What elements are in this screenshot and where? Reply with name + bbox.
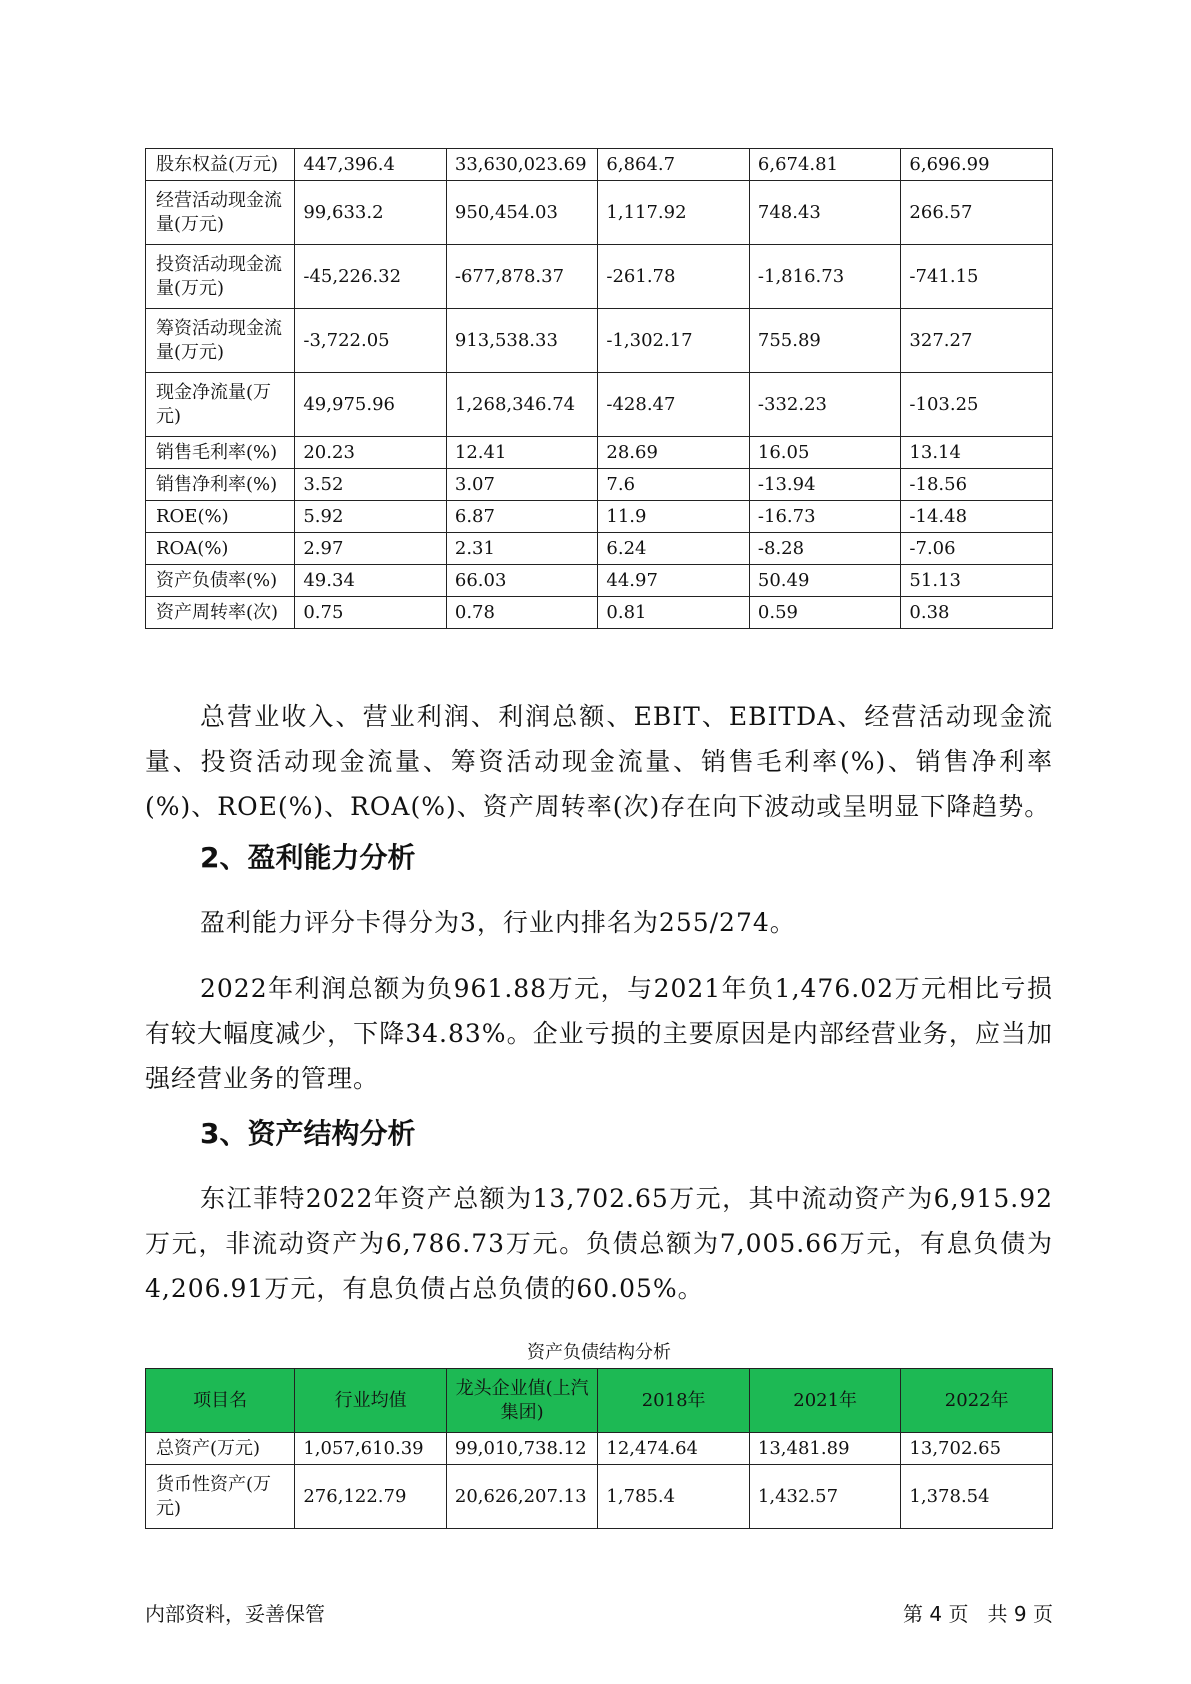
table-header-row bbox=[146, 1369, 1053, 1433]
table-cell: 266.57 bbox=[901, 181, 1053, 245]
table-cell: 0.59 bbox=[749, 597, 901, 629]
table-row bbox=[146, 501, 1053, 533]
table-row bbox=[146, 1465, 1053, 1529]
table-cell: 12,474.64 bbox=[598, 1433, 750, 1465]
profit-analysis-paragraph: 2022年利润总额为负961.88万元，与2021年负1,476.02万元相比亏损有较大幅度减少，下降34.83%。企业亏损的主要原因是内部经营业务，应当加强经营业务的管理。 bbox=[145, 974, 1053, 1093]
table-cell: 44.97 bbox=[598, 565, 750, 597]
table-cell: 16.05 bbox=[749, 437, 901, 469]
column-header: 项目名 bbox=[146, 1369, 295, 1433]
table-row bbox=[146, 533, 1053, 565]
table-row bbox=[146, 309, 1053, 373]
row-label: 投资活动现金流量(万元) bbox=[146, 245, 295, 309]
financial-indicators-table-body bbox=[146, 149, 1053, 629]
table-cell: -13.94 bbox=[749, 469, 901, 501]
row-label: 股东权益(万元) bbox=[146, 149, 295, 181]
row-label: 总资产(万元) bbox=[146, 1433, 295, 1465]
table-cell: 276,122.79 bbox=[295, 1465, 447, 1529]
table-cell: -8.28 bbox=[749, 533, 901, 565]
financial-indicators-table bbox=[145, 148, 1053, 629]
table-cell: 50.49 bbox=[749, 565, 901, 597]
table-cell: 0.75 bbox=[295, 597, 447, 629]
table-cell: 2.97 bbox=[295, 533, 447, 565]
asset-structure-paragraph: 东江菲特2022年资产总额为13,702.65万元，其中流动资产为6,915.92万元，非流动资产为6,786.73万元。负债总额为7,005.66万元，有息负债为4,206.91万元，有息负债占总负债的60.05%。 bbox=[145, 1184, 1053, 1303]
table-cell: 1,432.57 bbox=[749, 1465, 901, 1529]
table-cell: 6.24 bbox=[598, 533, 750, 565]
table-row bbox=[146, 597, 1053, 629]
table-row bbox=[146, 373, 1053, 437]
row-label: ROA(%) bbox=[146, 533, 295, 565]
table-cell: 12.41 bbox=[446, 437, 598, 469]
table-cell: 66.03 bbox=[446, 565, 598, 597]
table-cell: 49,975.96 bbox=[295, 373, 447, 437]
section-heading-asset-structure: 3、资产结构分析 bbox=[200, 1117, 416, 1150]
column-header: 2021年 bbox=[749, 1369, 901, 1433]
column-header: 2022年 bbox=[901, 1369, 1053, 1433]
table-cell: 0.38 bbox=[901, 597, 1053, 629]
table-cell: 49.34 bbox=[295, 565, 447, 597]
table-cell: -332.23 bbox=[749, 373, 901, 437]
table-cell: 1,785.4 bbox=[598, 1465, 750, 1529]
trend-summary-paragraph: 总营业收入、营业利润、利润总额、EBIT、EBITDA、经营活动现金流量、投资活动现金流量、筹资活动现金流量、销售毛利率(%)、销售净利率(%)、ROE(%)、ROA(%)、资产周转率(次)存在向下波动或呈明显下降趋势。 bbox=[145, 702, 1053, 821]
table-cell: 99,633.2 bbox=[295, 181, 447, 245]
table-cell: 0.78 bbox=[446, 597, 598, 629]
table-cell: 7.6 bbox=[598, 469, 750, 501]
row-label: 资产负债率(%) bbox=[146, 565, 295, 597]
table-cell: 33,630,023.69 bbox=[446, 149, 598, 181]
table-cell: -677,878.37 bbox=[446, 245, 598, 309]
table-cell: 1,057,610.39 bbox=[295, 1433, 447, 1465]
table-cell: 28.69 bbox=[598, 437, 750, 469]
table-cell: 13.14 bbox=[901, 437, 1053, 469]
column-header: 龙头企业值(上汽集团) bbox=[446, 1369, 598, 1433]
table-row bbox=[146, 181, 1053, 245]
table-cell: 1,378.54 bbox=[901, 1465, 1053, 1529]
row-label: 资产周转率(次) bbox=[146, 597, 295, 629]
table-row bbox=[146, 1433, 1053, 1465]
row-label: 货币性资产(万元) bbox=[146, 1465, 295, 1529]
table-cell: -428.47 bbox=[598, 373, 750, 437]
table-cell: -14.48 bbox=[901, 501, 1053, 533]
table-cell: 327.27 bbox=[901, 309, 1053, 373]
table-cell: 447,396.4 bbox=[295, 149, 447, 181]
column-header: 行业均值 bbox=[295, 1369, 447, 1433]
table-cell: -7.06 bbox=[901, 533, 1053, 565]
table-cell: -1,302.17 bbox=[598, 309, 750, 373]
table-row bbox=[146, 469, 1053, 501]
row-label: 经营活动现金流量(万元) bbox=[146, 181, 295, 245]
table-cell: -261.78 bbox=[598, 245, 750, 309]
table-cell: -103.25 bbox=[901, 373, 1053, 437]
table-cell: 0.81 bbox=[598, 597, 750, 629]
table-cell: 3.52 bbox=[295, 469, 447, 501]
table-cell: 5.92 bbox=[295, 501, 447, 533]
table-row bbox=[146, 149, 1053, 181]
asset-liability-table-body bbox=[146, 1433, 1053, 1529]
table-cell: 6,696.99 bbox=[901, 149, 1053, 181]
section-heading-profitability: 2、盈利能力分析 bbox=[200, 841, 416, 874]
table-cell: -741.15 bbox=[901, 245, 1053, 309]
table-cell: 748.43 bbox=[749, 181, 901, 245]
table-row bbox=[146, 565, 1053, 597]
table-cell: 11.9 bbox=[598, 501, 750, 533]
table-cell: 1,117.92 bbox=[598, 181, 750, 245]
table-cell: 1,268,346.74 bbox=[446, 373, 598, 437]
table-row bbox=[146, 437, 1053, 469]
table-cell: -45,226.32 bbox=[295, 245, 447, 309]
row-label: 筹资活动现金流量(万元) bbox=[146, 309, 295, 373]
table-cell: 755.89 bbox=[749, 309, 901, 373]
table-cell: 6,674.81 bbox=[749, 149, 901, 181]
footer-page-number: 第 4 页 共 9 页 bbox=[903, 1602, 1053, 1626]
table-cell: 3.07 bbox=[446, 469, 598, 501]
table-cell: 950,454.03 bbox=[446, 181, 598, 245]
table-cell: -3,722.05 bbox=[295, 309, 447, 373]
table-cell: -18.56 bbox=[901, 469, 1053, 501]
row-label: 销售毛利率(%) bbox=[146, 437, 295, 469]
row-label: 销售净利率(%) bbox=[146, 469, 295, 501]
profitability-score-paragraph: 盈利能力评分卡得分为3，行业内排名为255/274。 bbox=[200, 908, 796, 937]
table-cell: 20,626,207.13 bbox=[446, 1465, 598, 1529]
table-cell: 51.13 bbox=[901, 565, 1053, 597]
table-cell: 99,010,738.12 bbox=[446, 1433, 598, 1465]
table-cell: 20.23 bbox=[295, 437, 447, 469]
table-caption: 资产负债结构分析 bbox=[527, 1342, 671, 1363]
asset-liability-structure-table bbox=[145, 1368, 1053, 1529]
row-label: 现金净流量(万元) bbox=[146, 373, 295, 437]
table-cell: -16.73 bbox=[749, 501, 901, 533]
table-cell: 6.87 bbox=[446, 501, 598, 533]
table-cell: 2.31 bbox=[446, 533, 598, 565]
table-cell: -1,816.73 bbox=[749, 245, 901, 309]
column-header: 2018年 bbox=[598, 1369, 750, 1433]
table-cell: 913,538.33 bbox=[446, 309, 598, 373]
table-cell: 13,481.89 bbox=[749, 1433, 901, 1465]
footer-confidential-note: 内部资料，妥善保管 bbox=[145, 1602, 325, 1626]
table-cell: 13,702.65 bbox=[901, 1433, 1053, 1465]
table-row bbox=[146, 245, 1053, 309]
table-cell: 6,864.7 bbox=[598, 149, 750, 181]
row-label: ROE(%) bbox=[146, 501, 295, 533]
